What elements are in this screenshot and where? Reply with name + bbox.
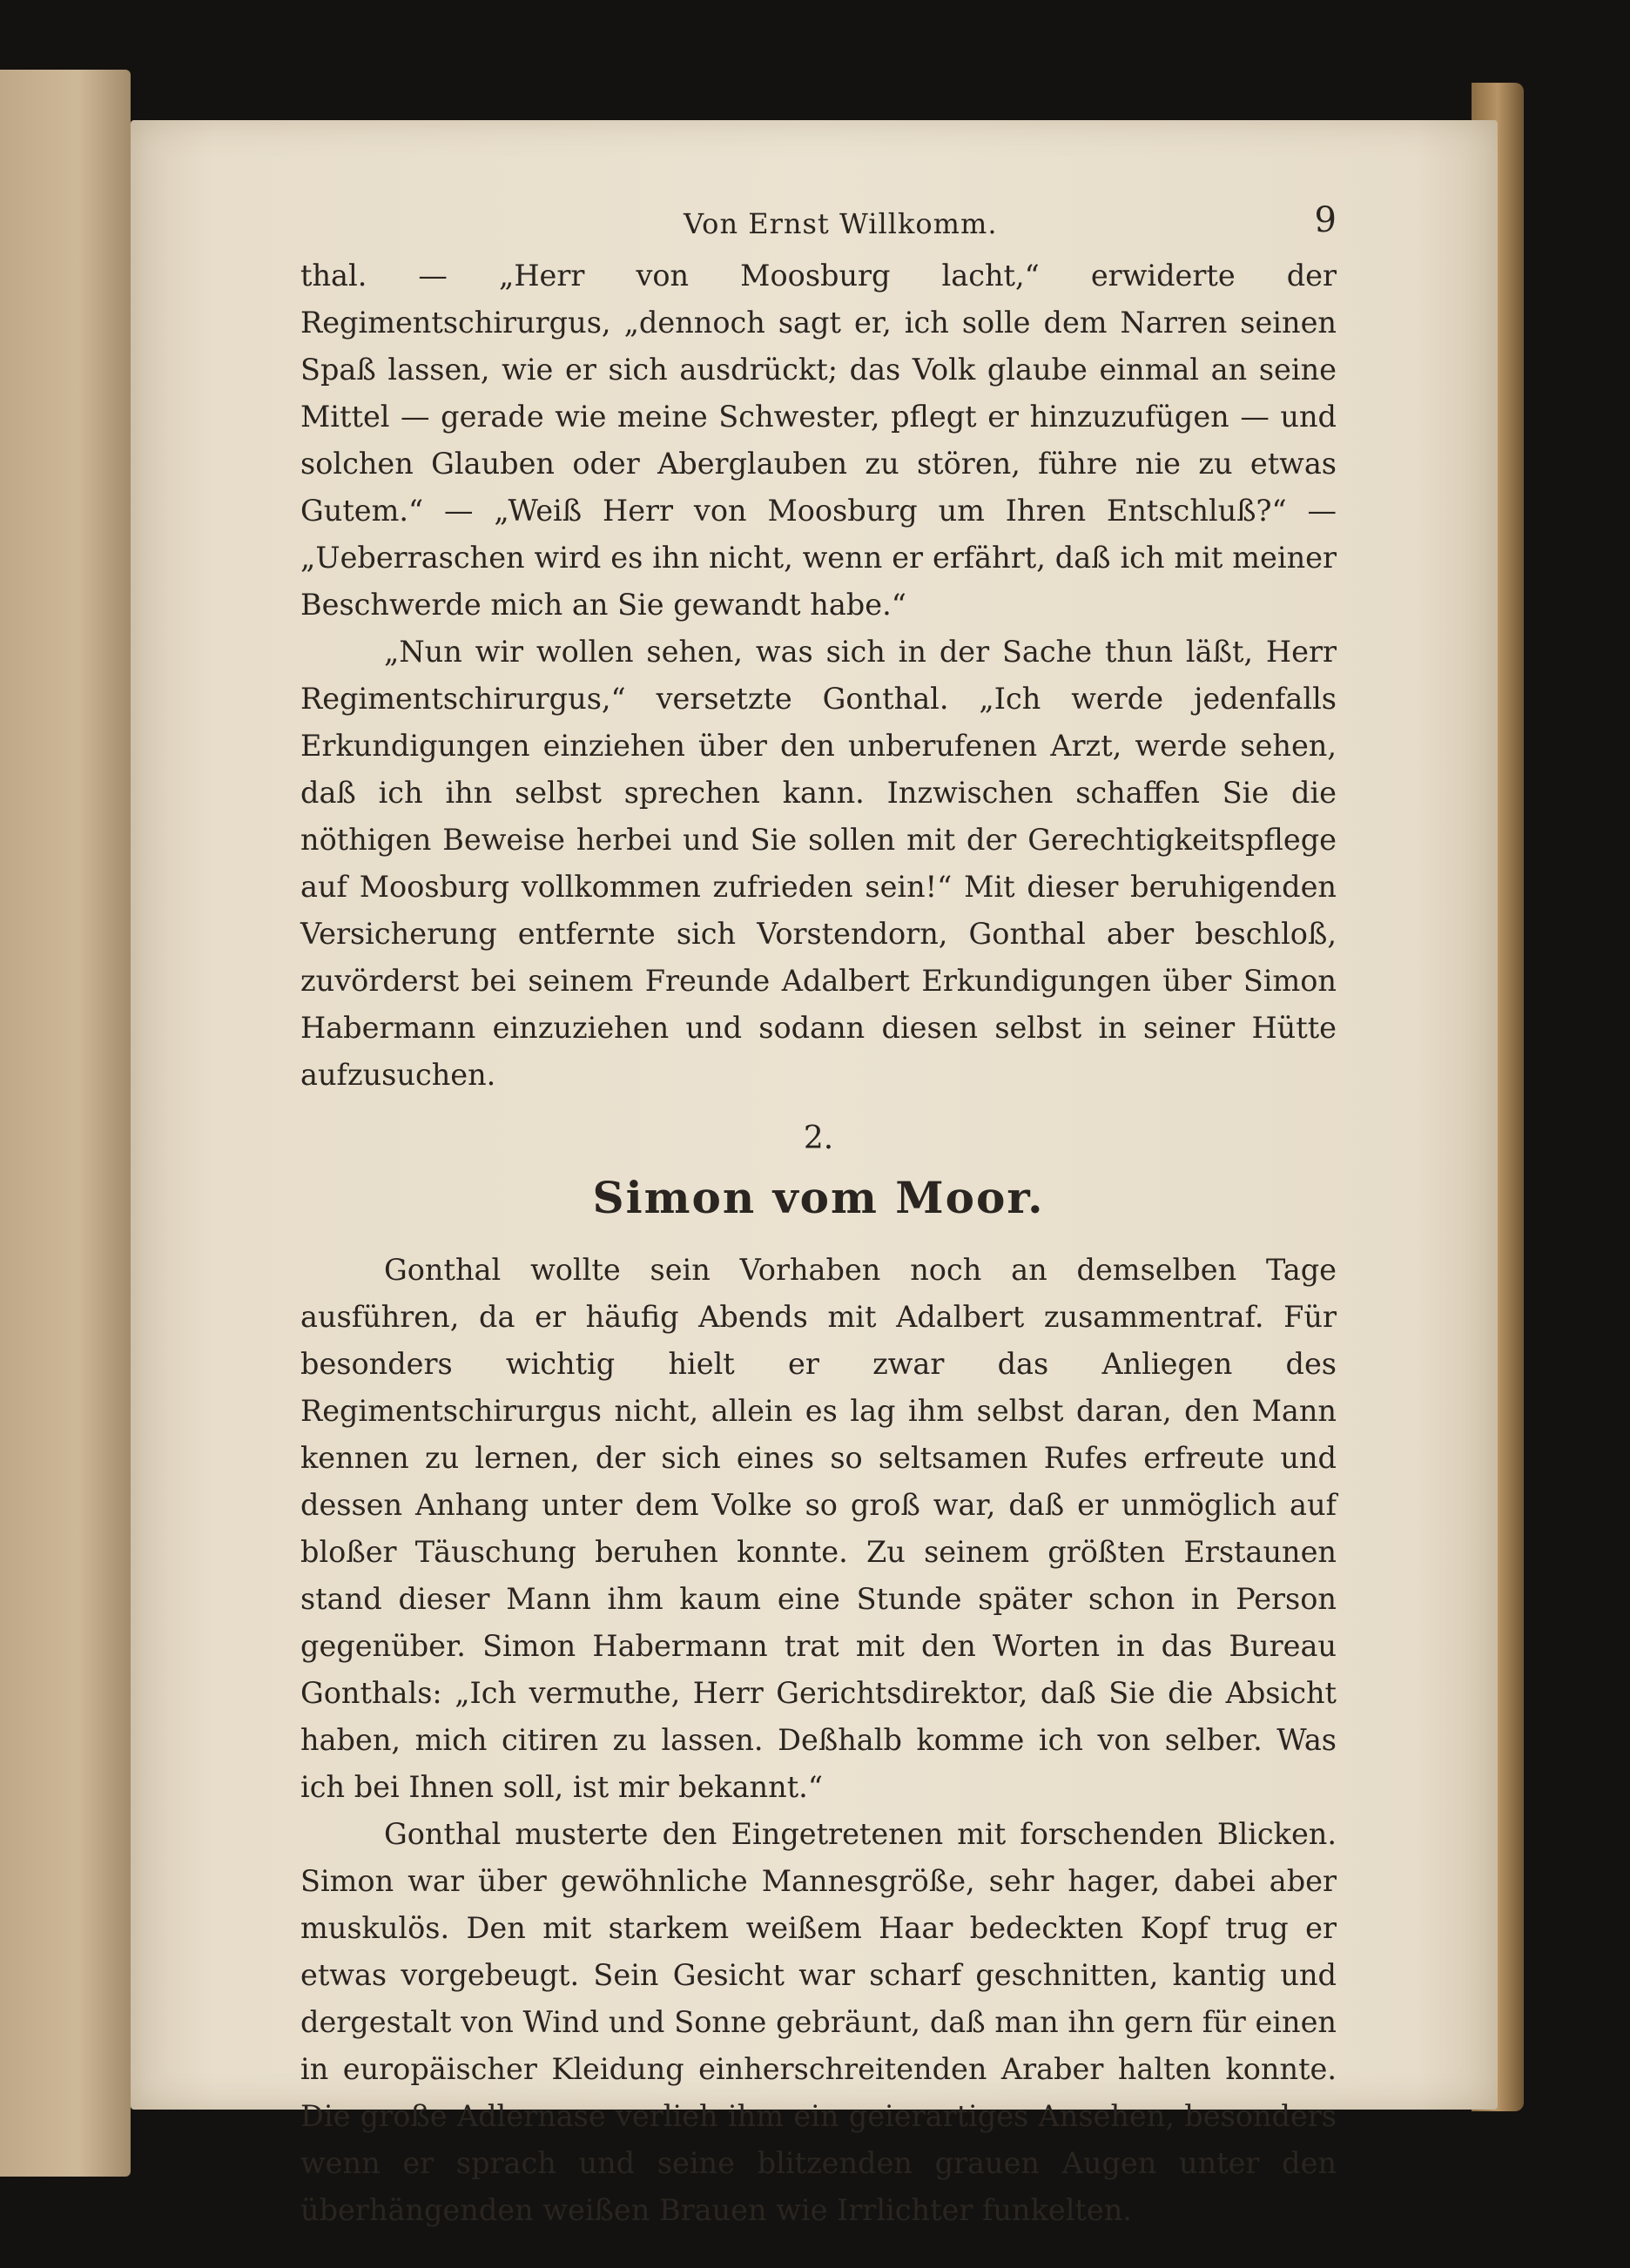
paragraph-continued: thal. — „Herr von Moosburg lacht,“ erwiderte der Regimentschirurgus, „dennoch sagt er, ich solle dem Narren seinen Spaß lassen, wie er sich ausdrückt; das Volk glaube einmal an seine Mittel — gerade wie meine Schwester, pflegt er hinzuzufügen — und solchen Glauben oder Aberglauben zu stören, führe nie zu etwas Gutem.“ — „Weiß Herr von Moosburg um Ihren Entschluß?“ — „Ueberraschen wird es ihn nicht, wenn er erfährt, daß ich mit meiner Beschwerde mich an Sie gewandt habe.“: [300, 259, 1337, 622]
page-number: 9: [1314, 200, 1337, 240]
section-number: 2.: [803, 1121, 834, 1156]
page-header: [300, 200, 1337, 252]
paragraph: Gonthal musterte den Eingetretenen mit forschenden Blicken. Simon war über gewöhnliche Mannesgröße, sehr hager, dabei aber muskulös. Den mit starkem weißem Haar bedeckten Kopf trug er etwas vorgebeugt. Sein Gesicht war scharf geschnitten, kantig und dergestalt von Wind und Sonne gebräunt, daß man ihn gern für einen in europäischer Kleidung einherschreitenden Araber halten konnte. Die große Adlernase verlieh ihm ein geierartiges Ansehen, besonders wenn er sprach und seine blitzenden grauen Augen unter den überhängenden weißen Brauen wie Irrlichter funkelten.: [300, 1817, 1337, 2227]
section-title: Simon vom Moor.: [592, 1172, 1045, 1223]
page-text: [300, 200, 1337, 2234]
paragraph: „Nun wir wollen sehen, was sich in der Sache thun läßt, Herr Regimentschirurgus,“ versetzte Gonthal. „Ich werde jedenfalls Erkundigungen einziehen über den unberufenen Arzt, werde sehen, daß ich ihn selbst sprechen kann. Inzwischen schaffen Sie die nöthigen Beweise herbei und Sie sollen mit der Gerechtigkeitspflege auf Moosburg vollkommen zufrieden sein!“ Mit dieser beruhigenden Versicherung entfernte sich Vorstendorn, Gonthal aber beschloß, zuvörderst bei seinem Freunde Adalbert Erkundigungen über Simon Habermann einzuziehen und sodann diesen selbst in seiner Hütte aufzusuchen.: [300, 635, 1337, 1092]
paragraph: Gonthal wollte sein Vorhaben noch an demselben Tage ausführen, da er häufig Abends mit Adalbert zusammentraf. Für besonders wichtig hielt er zwar das Anliegen des Regimentschirurgus nicht, allein es lag ihm selbst daran, den Mann kennen zu lernen, der sich eines so seltsamen Rufes erfreute und dessen Anhang unter dem Volke so groß war, daß er unmöglich auf bloßer Täuschung beruhen konnte. Zu seinem größten Erstaunen stand dieser Mann ihm kaum eine Stunde später schon in Person gegenüber. Simon Habermann trat mit den Worten in das Bureau Gonthals: „Ich vermuthe, Herr Gerichtsdirektor, daß Sie die Absicht haben, mich citiren zu lassen. Deßhalb komme ich von selber. Was ich bei Ihnen soll, ist mir bekannt.“: [300, 1253, 1337, 1804]
running-head: Von Ernst Willkomm.: [684, 207, 998, 240]
left-page-edge: [0, 70, 131, 2177]
